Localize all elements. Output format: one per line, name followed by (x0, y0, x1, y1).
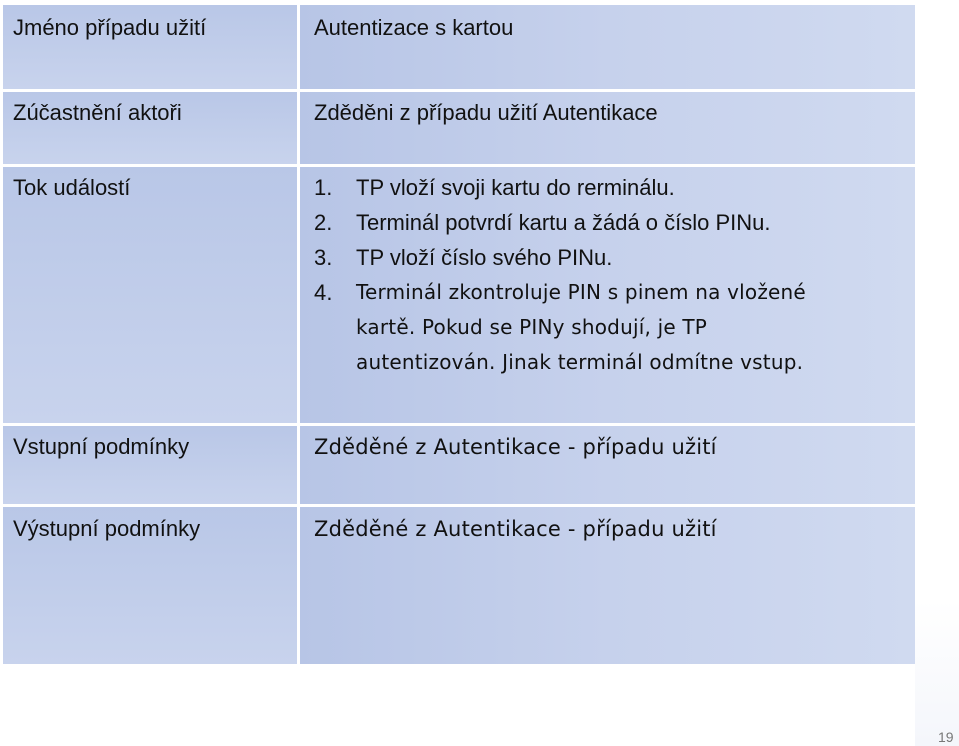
actors-value: Zděděni z případu užití Autentikace (314, 100, 658, 125)
step-item (314, 205, 806, 240)
row-use-case-name (3, 5, 915, 89)
step-item (314, 170, 806, 205)
step-text-line: autentizován. Jinak terminál odmítne vstup. (356, 350, 804, 374)
postconditions-label: Výstupní podmínky (13, 516, 201, 541)
row-event-flow (3, 167, 915, 423)
value-cell (300, 426, 915, 504)
step-text: Terminál potvrdí kartu a žádá o číslo PINu. (356, 210, 771, 235)
step-item (314, 275, 806, 380)
preconditions-label: Vstupní podmínky (13, 434, 190, 459)
step-number: 3. (314, 245, 333, 270)
actors-label: Zúčastnění aktoři (13, 100, 182, 125)
step-text-line: kartě. Pokud se PINy shodují, je TP (356, 315, 708, 339)
postconditions-value: Zděděné z Autentikace - případu užití (314, 517, 717, 541)
label-cell (3, 5, 300, 89)
step-number: 1. (314, 175, 333, 200)
label-cell (3, 92, 300, 164)
row-actors (3, 92, 915, 164)
step-text-line: Terminál zkontroluje PIN s pinem na vložené (356, 280, 806, 304)
event-flow-steps (314, 170, 806, 380)
preconditions-value: Zděděné z Autentikace - případu užití (314, 435, 717, 459)
step-text: TP vloží číslo svého PINu. (356, 245, 613, 270)
value-cell (300, 507, 915, 664)
value-cell (300, 5, 915, 89)
step-number: 2. (314, 210, 333, 235)
corner-shading (915, 600, 959, 746)
row-postconditions (3, 507, 915, 664)
event-flow-label: Tok událostí (13, 175, 131, 200)
step-text: TP vloží svoji kartu do rerminálu. (356, 175, 675, 200)
use-case-name-value: Autentizace s kartou (314, 15, 514, 40)
use-case-name-label: Jméno případu užití (13, 15, 207, 40)
label-cell (3, 507, 300, 664)
label-cell (3, 167, 300, 423)
page-number: 19 (938, 729, 954, 745)
step-number: 4. (314, 280, 333, 305)
use-case-table (3, 5, 915, 664)
label-cell (3, 426, 300, 504)
row-preconditions (3, 426, 915, 504)
value-cell (300, 167, 915, 423)
step-item (314, 240, 806, 275)
value-cell (300, 92, 915, 164)
